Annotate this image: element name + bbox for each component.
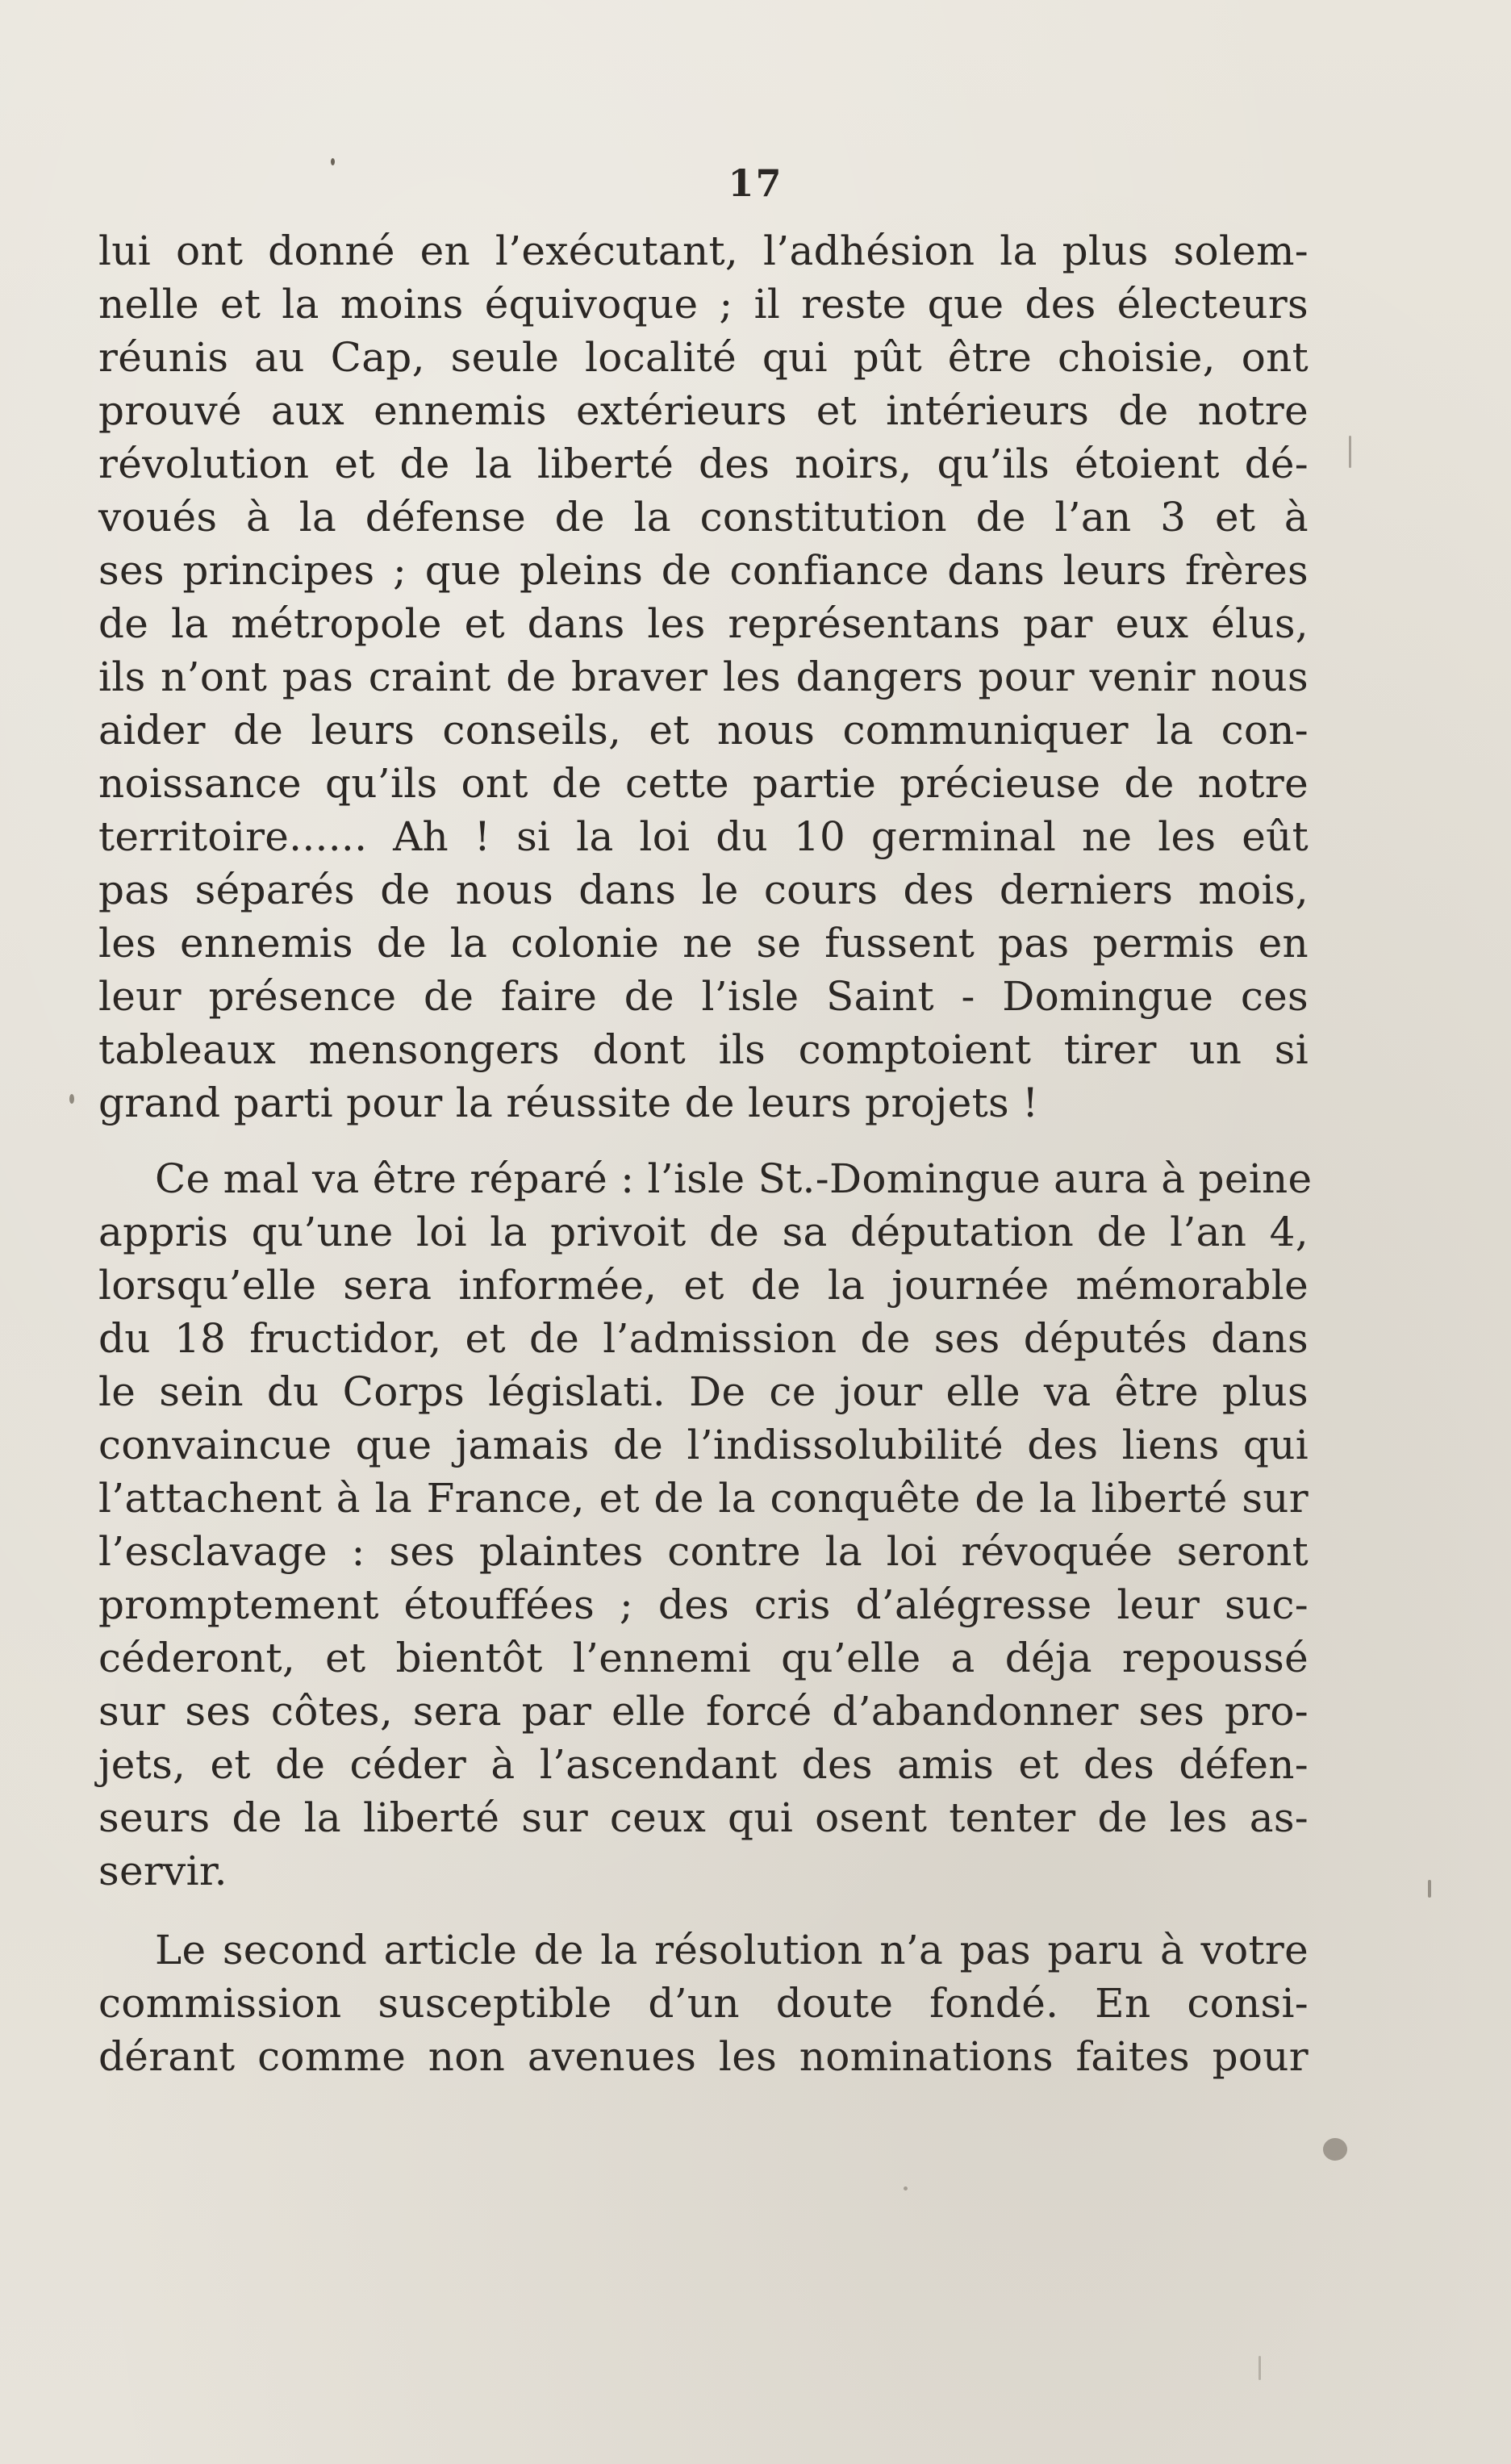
text-line: nelle et la moins équivoque ; il reste que des électeurs — [98, 281, 1309, 328]
text-line: leur présence de faire de l’isle Saint - Domingue ces — [98, 973, 1309, 1020]
paper-speck — [1349, 436, 1351, 468]
text-line: Ce mal va être réparé : l’isle St.-Domingue aura à peine — [155, 1155, 1313, 1202]
text-line: de la métropole et dans les représentans par eux élus, — [98, 600, 1309, 647]
text-line: dérant comme non avenues les nominations faites pour — [98, 2033, 1309, 2080]
text-line: appris qu’une loi la privoit de sa députation de l’an 4, — [98, 1209, 1309, 1255]
text-line: ses principes ; que pleins de confiance dans leurs frères — [98, 547, 1309, 594]
text-line: commission susceptible d’un doute fondé. En consi- — [98, 1980, 1309, 2027]
text-line: pas séparés de nous dans le cours des derniers mois, — [98, 867, 1309, 913]
paper-speck — [1258, 2356, 1261, 2380]
text-line: jets, et de céder à l’ascendant des amis et des défen- — [98, 1741, 1309, 1788]
text-line: Le second article de la résolution n’a pas paru à votre — [155, 1927, 1309, 1973]
text-line: territoire...... Ah ! si la loi du 10 germinal ne les eût — [98, 813, 1309, 860]
text-line: prouvé aux ennemis extérieurs et intérieurs de notre — [98, 387, 1309, 434]
text-line: révolution et de la liberté des noirs, qu’ils étoient dé- — [98, 441, 1309, 487]
text-line: aider de leurs conseils, et nous communiquer la con- — [98, 707, 1309, 754]
text-line: réunis au Cap, seule localité qui pût être choisie, ont — [98, 334, 1309, 381]
text-line: voués à la défense de la constitution de l’an 3 et à — [98, 494, 1309, 541]
text-line: convaincue que jamais de l’indissolubilité des liens qui — [98, 1422, 1309, 1468]
paper-speck — [1428, 1880, 1431, 1898]
text-line: l’esclavage : ses plaintes contre la loi révoquée seront — [98, 1528, 1309, 1575]
text-line: servir. — [98, 1848, 227, 1894]
text-line: du 18 fructidor, et de l’admission de ses députés dans — [98, 1315, 1309, 1362]
text-line: seurs de la liberté sur ceux qui osent tenter de les as- — [98, 1794, 1309, 1841]
text-line: les ennemis de la colonie ne se fussent pas permis en — [98, 920, 1309, 967]
text-line: l’attachent à la France, et de la conquête de la liberté sur — [98, 1475, 1309, 1522]
paper-speck — [69, 1094, 74, 1104]
text-line: tableaux mensongers dont ils comptoient tirer un si — [98, 1026, 1309, 1073]
text-line: promptement étouffées ; des cris d’alégresse leur suc- — [98, 1581, 1309, 1628]
text-line: le sein du Corps législati. De ce jour elle va être plus — [98, 1368, 1309, 1415]
text-line: lorsqu’elle sera informée, et de la journée mémorable — [98, 1262, 1309, 1309]
text-line: ils n’ont pas craint de braver les dangers pour venir nous — [98, 654, 1309, 700]
text-line: céderont, et bientôt l’ennemi qu’elle a déja repoussé — [98, 1635, 1309, 1681]
paper-speck — [1323, 2138, 1347, 2161]
text-line: lui ont donné en l’exécutant, l’adhésion la plus solem- — [98, 228, 1309, 274]
page-number: 17 — [728, 161, 783, 205]
paper-speck — [904, 2186, 908, 2190]
text-line: noissance qu’ils ont de cette partie précieuse de notre — [98, 760, 1309, 807]
text-line: grand parti pour la réussite de leurs projets ! — [98, 1080, 1039, 1126]
text-line: sur ses côtes, sera par elle forcé d’abandonner ses pro- — [98, 1688, 1309, 1735]
paper-speck — [331, 158, 335, 165]
